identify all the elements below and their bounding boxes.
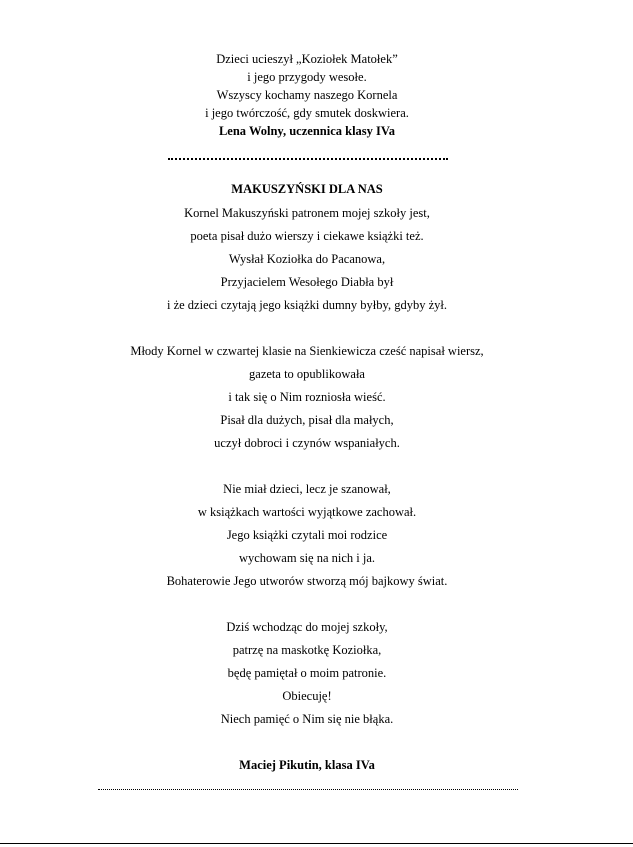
page-edge-rule <box>0 843 633 844</box>
poem-line: patrzę na maskotkę Koziołka, <box>232 643 382 657</box>
poem-line: Przyjacielem Wesołego Diabła był <box>220 275 394 289</box>
poem-line: Obiecuję! <box>282 689 332 703</box>
poem-line: Nie miał dzieci, lecz je szanował, <box>223 482 391 496</box>
poem-line: i jego przygody wesołe. <box>247 70 367 84</box>
poem-line: Wysłał Koziołka do Pacanowa, <box>228 252 386 266</box>
poem-line: Kornel Makuszyński patronem mojej szkoły jest, <box>184 206 430 220</box>
stanza-2 <box>0 340 614 455</box>
poem-line: Młody Kornel w czwartej klasie na Sienkiewicza cześć napisał wiersz, <box>130 344 484 358</box>
poem-line: i tak się o Nim rozniosła wieść. <box>228 390 386 404</box>
poem-first <box>0 50 614 140</box>
poem-line: Dzieci ucieszył „Koziołek Matołek” <box>216 52 398 66</box>
poem-line: Bohaterowie Jego utworów stworzą mój bajkowy świat. <box>166 574 448 588</box>
poem-signature: Lena Wolny, uczennica klasy IVa <box>218 124 396 138</box>
poem-line: poeta pisał dużo wierszy i ciekawe książki też. <box>190 229 424 243</box>
poem-line: uczył dobroci i czynów wspaniałych. <box>214 436 400 450</box>
poem-line: i jego twórczość, gdy smutek doskwiera. <box>205 106 409 120</box>
stanza-4 <box>0 616 614 731</box>
stanza-3 <box>0 478 614 593</box>
poem-line: w książkach wartości wyjątkowe zachował. <box>197 505 417 519</box>
poem-line: wychowam się na nich i ja. <box>238 551 376 565</box>
poem-line: będę pamiętał o moim patronie. <box>227 666 387 680</box>
poem-line: Wszyscy kochamy naszego Kornela <box>216 88 398 102</box>
dotted-separator <box>168 150 448 160</box>
poem-line: gazeta to opublikowała <box>249 367 365 381</box>
stanza-1 <box>0 202 614 317</box>
poem-line: Niech pamięć o Nim się nie błąka. <box>220 712 394 726</box>
poem-line: Jego książki czytali moi rodzice <box>226 528 388 542</box>
poem-title: MAKUSZYŃSKI DLA NAS <box>231 182 383 196</box>
dotted-separator <box>98 780 518 790</box>
poem-signature: Maciej Pikutin, klasa IVa <box>239 758 375 772</box>
poem-line: Dziś wchodząc do mojej szkoły, <box>226 620 388 634</box>
poem-line: i że dzieci czytają jego książki dumny byłby, gdyby żył. <box>166 298 447 312</box>
poem-line: Pisał dla dużych, pisał dla małych, <box>220 413 394 427</box>
